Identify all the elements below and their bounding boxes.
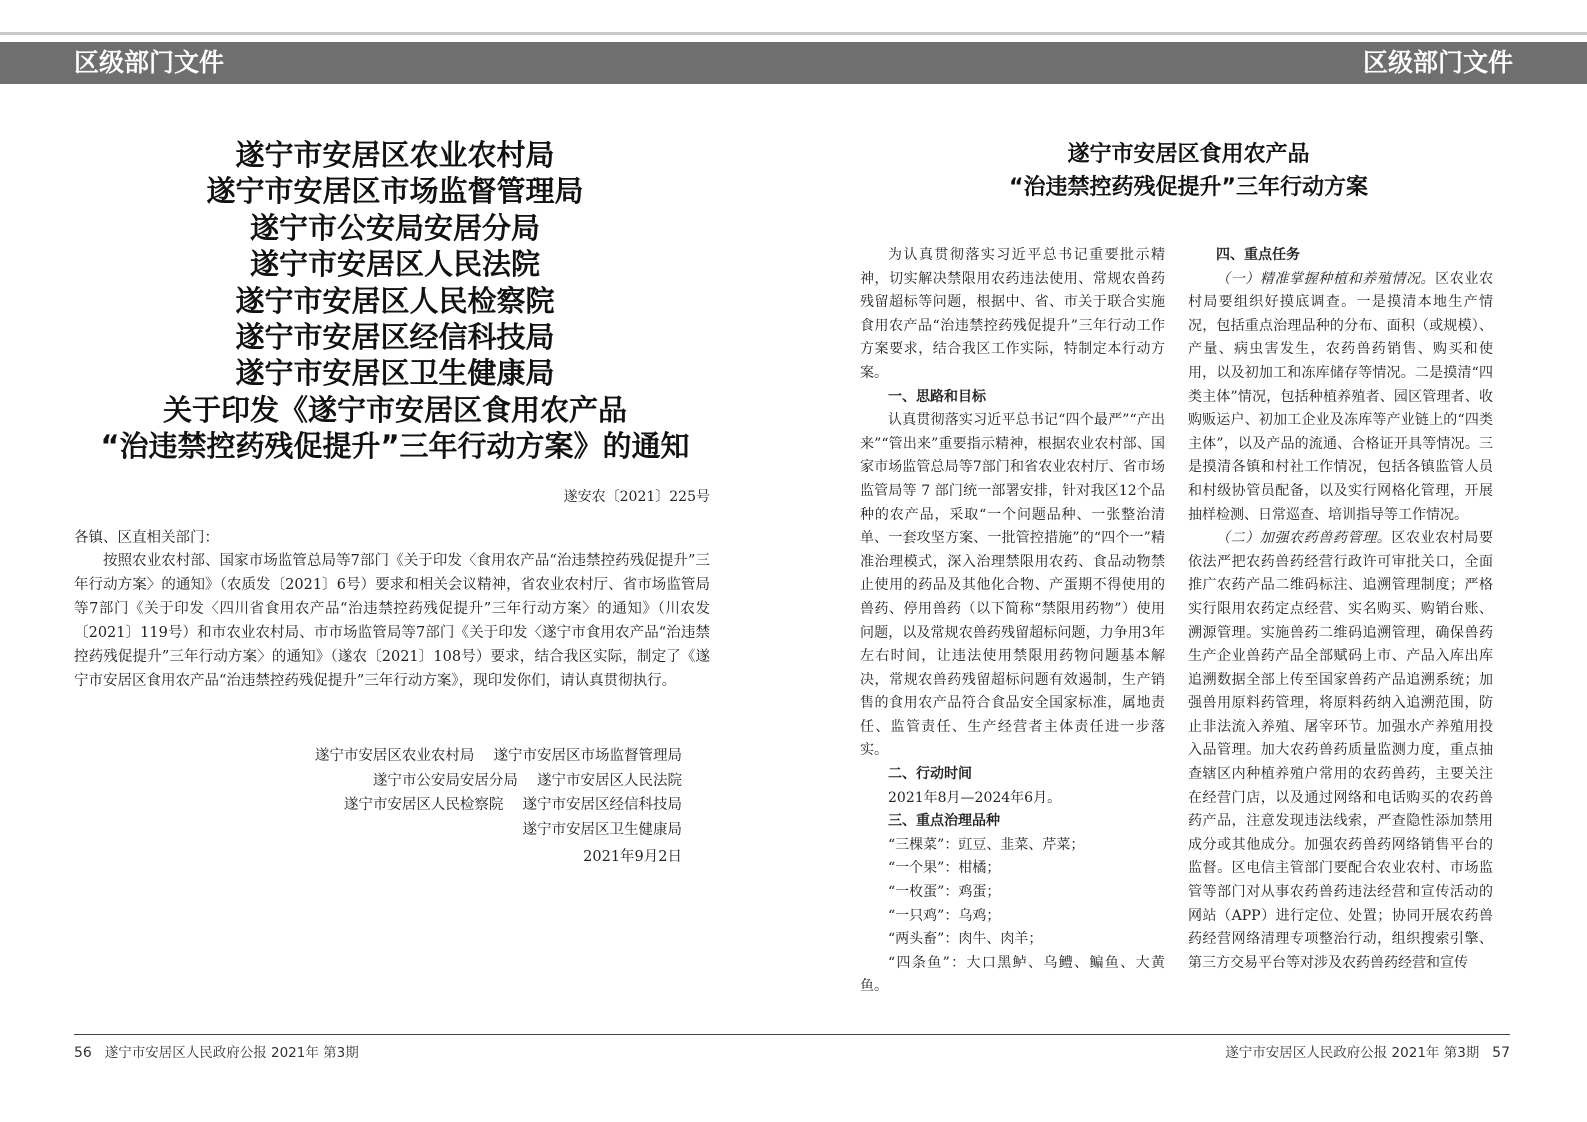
signature-date: 2021年9月2日 [583, 849, 682, 865]
subsection-title: （二）加强农药兽药管理。 [1216, 530, 1392, 547]
section-header-label: 区级部门文件 [1362, 48, 1513, 77]
paragraph [1188, 268, 1493, 528]
section-header-label: 区级部门文件 [74, 48, 225, 77]
list-item: “两头畜”：肉牛、肉羊； [888, 931, 1043, 948]
list-item: “一个果”：柑橘； [888, 860, 1001, 877]
notice-title [0, 137, 790, 465]
list-item: “一只鸡”：乌鸡； [888, 907, 1001, 924]
plan-title [790, 138, 1587, 204]
title-line: 遂宁市安居区卫生健康局 [235, 356, 555, 391]
list-item: “三棵菜”：豇豆、韭菜、芹菜； [888, 836, 1085, 853]
notice-body: 按照农业农村部、国家市场监管总局等7部门《关于印发〈食用农产品“治违禁控药残促提升”三年行动方案〉的通知》（农质发〔2021〕6号）要求和相关会议精神，省农业农村厅、省市场监管局等7部门《关于印发〈四川省食用农产品“治违禁控药残促提升”三年行动方案〉的通知》（川农发〔2021〕119号）和市农业农村局、市市场监管局等7部门《关于印发〈遂宁市食用农产品“治违禁控药残促提升”三年行动方案〉的通知》（遂农〔2021〕108号）要求，结合我区实际，制定了《遂宁市安居区食用农产品“治违禁控药残促提升”三年行动方案》，现印发你们，请认真贯彻执行。 [74, 553, 710, 689]
title-line: 遂宁市安居区经信科技局 [235, 320, 555, 355]
document-number: 遂安农〔2021〕225号 [563, 489, 710, 505]
signature-line: 遂宁市安居区人民检察院 遂宁市安居区经信科技局 [343, 797, 682, 813]
signature-block [315, 744, 682, 842]
right-page [790, 0, 1587, 1122]
paragraph [1188, 527, 1493, 975]
publication-name: 遂宁市安居区人民政府公报 2021年 第3期 [1225, 1045, 1480, 1061]
title-line: “治违禁控药残促提升”三年行动方案 [1009, 175, 1368, 200]
list-item: “一枚蛋”：鸡蛋； [888, 884, 1001, 901]
signature-line: 遂宁市公安局安居分局 遂宁市安居区人民法院 [372, 772, 682, 789]
intro-paragraph: 为认真贯彻落实习近平总书记重要批示精神，切实解决禁限用农药违法使用、常规农兽药残留超标等问题，根据中、省、市关于联合实施食用农产品“治违禁控药残促提升”三年行动工作方案要求，结合我区工作实际，特制定本行动方案。 [860, 247, 1165, 381]
page-footer [1225, 1041, 1510, 1061]
left-page [0, 0, 790, 1122]
list-item: “四条鱼”：大口黑鲈、乌鳢、鳊鱼、大黄鱼。 [860, 954, 1165, 995]
page-number: 57 [1492, 1045, 1510, 1061]
footer-rule [790, 1034, 1510, 1035]
title-line: 遂宁市安居区农业农村局 [235, 138, 555, 172]
top-rule [790, 32, 1587, 35]
title-line: 遂宁市安居区人民检察院 [235, 283, 555, 318]
title-line: “治违禁控药残促提升”三年行动方案》的通知 [100, 429, 690, 464]
paragraph: 认真贯彻落实习近平总书记“四个最严”“产出来”“管出来”重要指示精神，根据农业农村部、国家市场监管总局等7部门和省农业农村厅、省市场监管局等 7 部门统一部署安排，针对我区12个品种的农产品，采取“一个问题品种、一张整治清单、一套攻坚方案、一批管控措施”的“四个一”精准治理模式，深入治理禁限用农药、食品动物禁止使用的药品及其他化合物、产蛋期不得使用的兽药、停用兽药（以下简称“禁限用药物”）使用问题，以及常规农兽药残留超标问题，力争用3年左右时间，让违法使用禁限用药物问题基本解决，常规农兽药残留超标问题有效遏制，生产销售的食用农产品符合食品安全国家标准，属地责任、监管责任、生产经营者主体责任进一步落实。 [860, 412, 1165, 759]
title-line: 遂宁市公安局安居分局 [249, 210, 540, 245]
section-heading: 一、思路和目标 [888, 388, 986, 405]
subsection-text: 区农业农村局要依法严把农药兽药经营行政许可审批关口，全面推广农药产品二维码标注、追溯管理制度；严格实行限用农药定点经营、实名购买、购销台账、溯源管理。实施兽药二维码追溯管理，确保兽药生产企业兽药产品全部赋码上市、产品入库出库追溯数据全部上传至国家兽药产品追溯系统；加强兽用原料药管理，将原料药纳入追溯范围，防止非法流入养殖、屠宰环节。加强水产养殖用投入品管理。加大农药兽药质量监测力度，重点抽查辖区内种植养殖户常用的农药兽药，主要关注在经营门店，以及通过网络和电话购买的农药兽药产品，注意发现违法线索，严查隐性添加禁用成分或其他成分。加强农药兽药网络销售平台的监督。区电信主管部门要配合农业农村、市场监管等部门对从事农药兽药违法经营和宣传活动的网站（APP）进行定位、处置；协同开展农药兽药经营网络清理专项整治行动，组织搜索引擎、第三方交易平台等对涉及农药兽药经营和宣传 [1188, 530, 1494, 971]
text-column-1 [860, 244, 1165, 999]
publication-name: 遂宁市安居区人民政府公报 2021年 第3期 [104, 1045, 359, 1061]
subsection-text: 区农业农村局要组织好摸底调查。一是摸清本地生产情况，包括重点治理品种的分布、面积（或规模）、产量、病虫害发生，农药兽药销售、购买和使用，以及初加工和冻库储存等情况。二是摸清“四类主体”情况，包括种植养殖者、园区管理者、收购贩运户、初加工企业及冻库等产业链上的“四类主体”，以及产品的流通、合格证开具等情况。三是摸清各镇和村社工作情况，包括各镇监管人员和村级协管员配备，以及实行网格化管理，开展抽样检测、日常巡查、培训指导等工作情况。 [1188, 270, 1494, 523]
top-rule [0, 32, 790, 35]
title-line: 遂宁市安居区市场监督管理局 [206, 174, 584, 209]
signature-line: 遂宁市安居区农业农村局 遂宁市安居区市场监督管理局 [314, 748, 682, 764]
footer-rule [74, 1034, 790, 1035]
title-line: 遂宁市安居区人民法院 [249, 247, 540, 282]
subsection-title: （一）精准掌握种植和养殖情况。 [1216, 270, 1436, 287]
section-header [0, 42, 790, 84]
section-heading: 二、行动时间 [888, 766, 972, 783]
section-header [790, 42, 1587, 84]
addressee: 各镇、区直相关部门： [74, 530, 219, 546]
signature-line: 遂宁市安居区卫生健康局 [522, 821, 682, 838]
title-line: 关于印发《遂宁市安居区食用农产品 [162, 392, 627, 427]
section-heading: 三、重点治理品种 [888, 813, 1000, 830]
text-column-2 [1188, 244, 1493, 975]
page-footer [74, 1041, 359, 1061]
paragraph: 2021年8月—2024年6月。 [888, 789, 1062, 806]
title-line: 遂宁市安居区食用农产品 [1067, 142, 1310, 167]
page-number: 56 [74, 1045, 92, 1061]
section-heading: 四、重点任务 [1216, 247, 1300, 263]
